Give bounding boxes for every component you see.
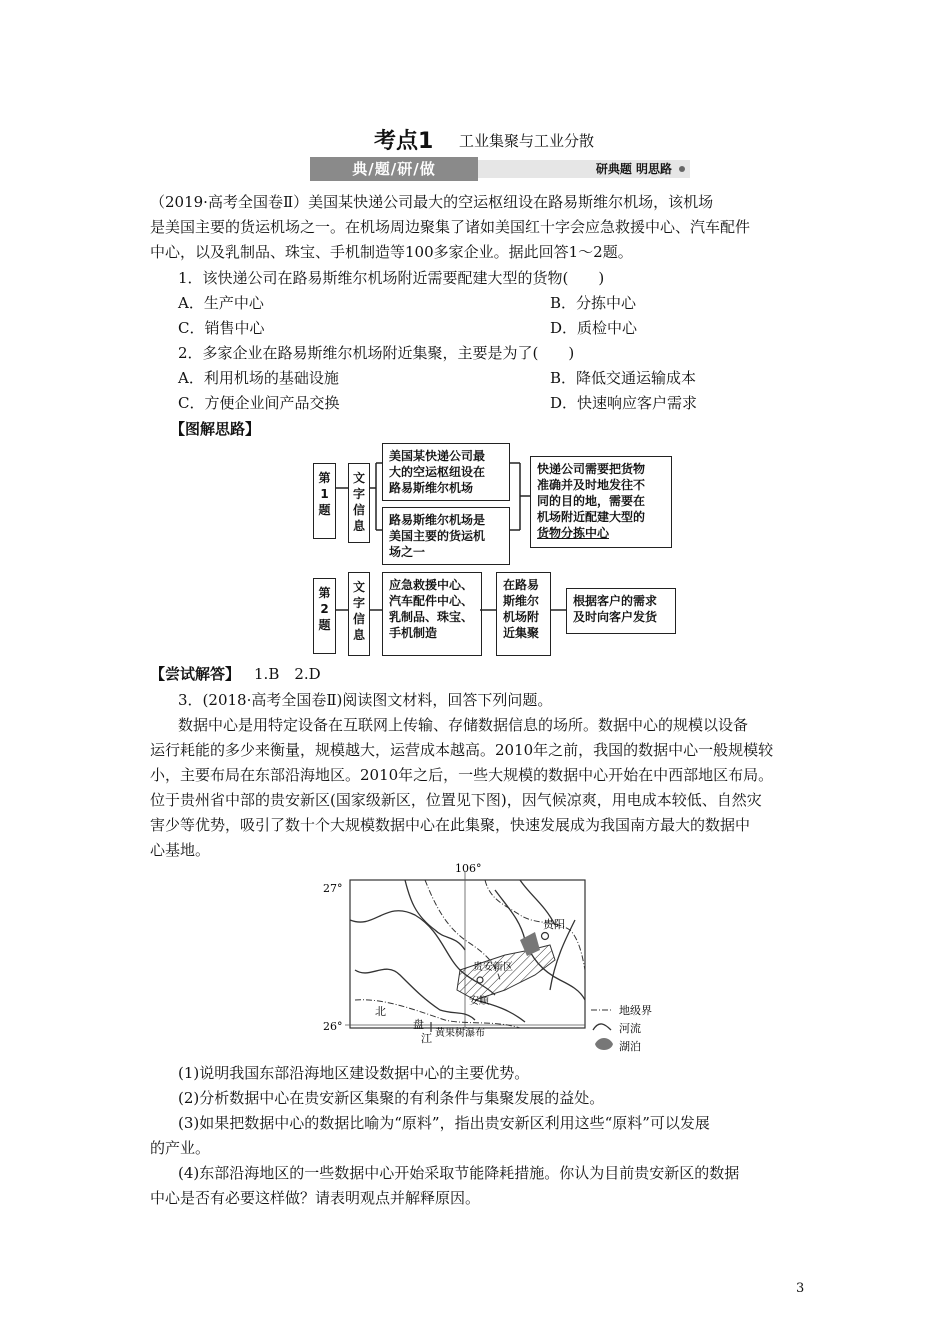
answer-label: 【尝试解答】	[150, 665, 241, 683]
flow-line: 准确并及时地发往不	[537, 478, 646, 492]
flow-line: 机场附	[503, 610, 540, 624]
answer-text: 1.B 2.D	[254, 665, 321, 683]
legend-lake-icon	[595, 1038, 613, 1050]
jiang-label: 江	[421, 1032, 432, 1045]
flow-line: 汽车配件中心、	[389, 594, 474, 608]
flow-line: 路易斯维尔机场	[389, 481, 474, 495]
q3-subquestion: (3)如果把数据中心的数据比喻为“原料”，指出贵安新区利用这些“原料”可以发展	[178, 1114, 710, 1132]
page-number: 3	[796, 1281, 805, 1296]
bei-label: 北	[375, 1005, 386, 1018]
legend-boundary-label: 地级界	[619, 1004, 652, 1017]
q1-info-a-box	[382, 443, 510, 501]
q1-label-char: 题	[318, 503, 331, 517]
q3-subquestion: (2)分析数据中心在贵安新区集聚的有利条件与集聚发展的益处。	[178, 1089, 605, 1107]
passage1-line: 中心，以及乳制品、珠宝、手机制造等100多家企业。据此回答1～2题。	[150, 243, 633, 261]
flow-line: 手机制造	[389, 626, 438, 640]
q3-subquestion: 中心是否有必要这样做？请表明观点并解释原因。	[150, 1189, 481, 1207]
q3-stem: 3．(2018·高考全国卷Ⅱ)阅读图文材料，回答下列问题。	[178, 691, 553, 709]
flow-line: 美国某快递公司最	[389, 449, 486, 463]
q1-option-c: C．销售中心	[178, 319, 265, 337]
banner-main: 典/题/研/做	[310, 157, 478, 181]
q2-label-char: 题	[318, 618, 331, 632]
guiyang-marker-icon	[542, 933, 549, 940]
flow-line: 路易斯维尔机场是	[389, 513, 486, 527]
q3-subquestion: (4)东部沿海地区的一些数据中心开始采取节能降耗措施。你认为目前贵安新区的数据	[178, 1164, 740, 1182]
q2-mid-box	[496, 572, 551, 656]
flow-line: 大的空运枢纽设在	[389, 465, 486, 479]
q2-text-info-box	[348, 572, 370, 656]
flow-line: 货物分拣中心	[537, 526, 610, 540]
topic-label: 考点1	[374, 129, 434, 154]
anshun-label: 安顺	[469, 996, 489, 1007]
q2-option-b: B．降低交通运输成本	[550, 369, 697, 387]
q2-label-box	[313, 578, 336, 654]
text-info-char: 文	[352, 471, 365, 485]
q1-label-char: 第	[318, 471, 331, 485]
q2-option-c: C．方便企业间产品交换	[178, 394, 340, 412]
flow-line: 快递公司需要把货物	[537, 462, 646, 476]
banner-sub: 研典题 明思路	[595, 162, 672, 176]
guian-map	[323, 860, 690, 1058]
q1-option-b: B．分拣中心	[550, 294, 637, 312]
flow-line: 在路易	[503, 578, 540, 592]
q2-stem: 2．多家企业在路易斯维尔机场附近集聚，主要是为了( )	[178, 344, 575, 362]
q1-stem: 1．该快递公司在路易斯维尔机场附近需要配建大型的货物( )	[178, 269, 605, 287]
q1-option-a: A．生产中心	[178, 294, 264, 312]
map-legend	[591, 1003, 652, 1053]
text-info-char: 字	[352, 487, 365, 501]
passage1-line: 是美国主要的货运机场之一。在机场周边聚集了诸如美国红十字会应急救援中心、汽车配件	[150, 218, 751, 236]
pan-label: 盘	[413, 1018, 424, 1031]
flow-line: 应急救援中心、	[389, 578, 474, 592]
q2-label-char: 第	[318, 586, 331, 600]
banner-dot-icon	[679, 166, 685, 172]
legend-lake-label: 湖泊	[619, 1040, 641, 1053]
q3-material-line: 运行耗能的多少来衡量，规模越大，运营成本越高。2010年之前，我国的数据中心一般规模较	[150, 741, 774, 759]
lat-bottom-label: 26°	[323, 1020, 343, 1033]
q2-option-d: D．快速响应客户需求	[550, 394, 698, 412]
q2-result-box	[566, 588, 676, 634]
q2-option-a: A．利用机场的基础设施	[178, 369, 339, 387]
q3-subquestion: (1)说明我国东部沿海地区建设数据中心的主要优势。	[178, 1064, 530, 1082]
legend-river-label: 河流	[619, 1022, 641, 1035]
q3-material-line: 害少等优势，吸引了数十个大规模数据中心在此集聚，快速发展成为我国南方最大的数据中	[150, 816, 751, 834]
q1-label-char: 1	[320, 487, 329, 501]
q1-option-d: D．质检中心	[550, 319, 638, 337]
flow-line: 斯维尔	[503, 594, 540, 608]
flow-line: 近集聚	[503, 626, 540, 640]
q3-material-line: 小，主要布局在东部沿海地区。2010年之后，一些大规模的数据中心开始在中西部地区布局。	[150, 766, 774, 784]
lon-label: 106°	[455, 862, 482, 875]
text-info-char: 字	[352, 596, 365, 610]
answer-line	[150, 662, 321, 687]
text-info-char: 息	[352, 628, 365, 642]
flow-line: 及时向客户发货	[573, 610, 658, 624]
q3-material-line: 位于贵州省中部的贵安新区(国家级新区，位置见下图)，因气候凉爽，用电成本较低、自然灾	[150, 791, 762, 809]
guiyang-label: 贵阳	[543, 918, 565, 931]
lat-top-label: 27°	[323, 882, 343, 895]
q2-label-char: 2	[320, 602, 329, 616]
topic-title: 工业集聚与工业分散	[459, 132, 595, 150]
q2-info-box	[382, 572, 482, 656]
flow-line: 乳制品、珠宝、	[389, 610, 474, 624]
text-info-char: 信	[352, 503, 365, 517]
section-banner	[310, 157, 690, 181]
guian-label: 贵安新区	[473, 962, 513, 973]
q1-result-box	[530, 456, 672, 548]
flow-line: 场之一	[389, 545, 426, 559]
q1-text-info-box	[348, 463, 370, 543]
q3-material-line: 数据中心是用特定设备在互联网上传输、存储数据信息的场所。数据中心的规模以设备	[178, 716, 749, 734]
q3-subquestion: 的产业。	[150, 1139, 211, 1157]
q3-material-line: 心基地。	[150, 841, 211, 859]
solution-heading: 【图解思路】	[170, 420, 261, 438]
flow-line: 机场附近配建大型的	[537, 510, 646, 524]
text-info-char: 文	[352, 580, 365, 594]
text-info-char: 息	[352, 519, 365, 533]
flow-line: 同的目的地，需要在	[537, 494, 646, 508]
waterfall-label: 黄果树瀑布	[435, 1028, 485, 1039]
passage1-line: （2019·高考全国卷Ⅱ）美国某快递公司最大的空运枢纽设在路易斯维尔机场，该机场	[150, 193, 714, 211]
flow-line: 美国主要的货运机	[389, 529, 486, 543]
q1-label-box	[313, 463, 336, 539]
legend-river-icon	[593, 1024, 611, 1030]
text-info-char: 信	[352, 612, 365, 626]
flow-line: 根据客户的需求	[573, 594, 658, 608]
q1-info-b-box	[382, 507, 510, 565]
anshun-marker-icon	[477, 977, 483, 983]
